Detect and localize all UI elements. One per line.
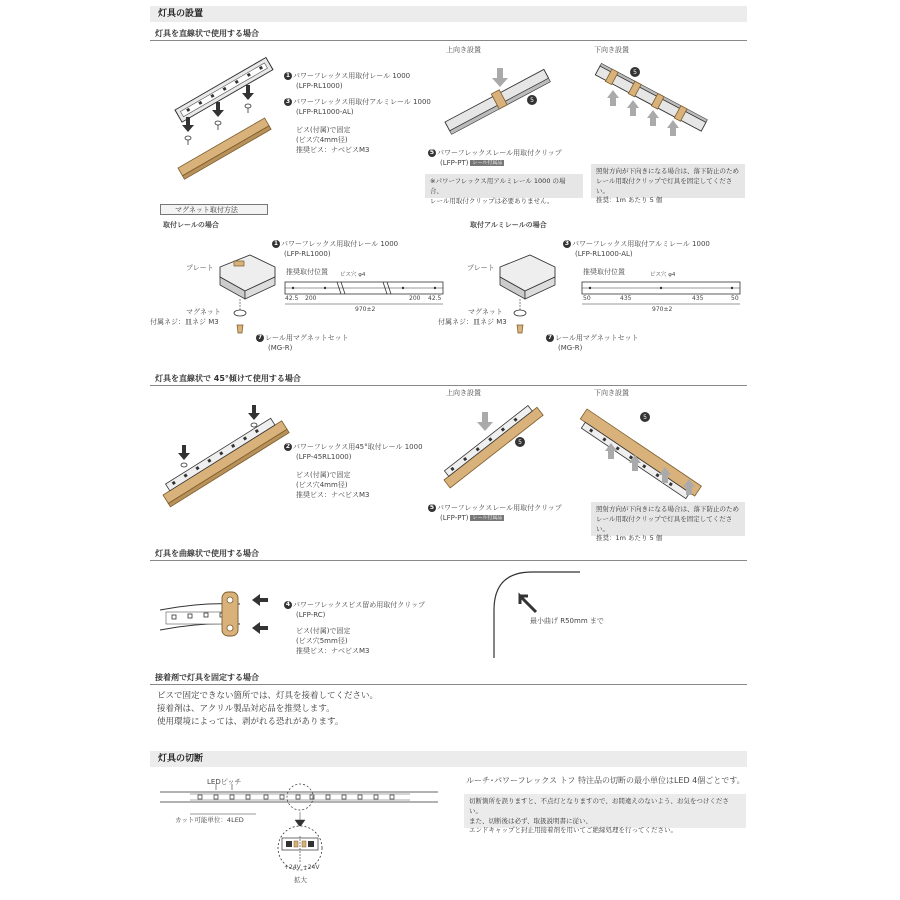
magnet-left-item-label: パワーフレックス用取付レール 1000 — [281, 240, 399, 248]
led-pitch-label: LEDピッチ — [207, 778, 242, 786]
item4-code: (LFP-RC) — [296, 611, 326, 619]
magnet-set-left-name — [256, 334, 349, 343]
sec2-screw-1: ビス(付属)で固定 — [296, 471, 351, 479]
rail-accessory-tag: レール付属品 — [472, 514, 503, 521]
item4-label: パワーフレックスビス留め用取付クリップ — [293, 601, 425, 609]
section4-title: 接着剤で灯具を固定する場合 — [155, 673, 259, 682]
sec2-screw-3: 推奨ビス：ナベビスM3 — [296, 491, 370, 499]
magnet-label-right: マグネット — [468, 308, 503, 316]
item1-code: (LFP-RL1000) — [296, 82, 343, 90]
right-dim-4: 50 — [731, 295, 739, 302]
section-header-install: 灯具の設置 — [150, 6, 747, 22]
sec3-screw-3: 推奨ビス：ナベビスM3 — [296, 647, 370, 655]
item3-code: (LFP-RL1000-AL) — [296, 108, 354, 116]
right-dim-3: 435 — [692, 295, 704, 302]
sec2-down-note-line3: 推奨：1m あたり 5 個 — [596, 534, 663, 543]
cut-warning-line3: エンドキャップと封止用接着剤を用いてご絶縁処理を行ってください。 — [469, 826, 677, 835]
alu-rail-note — [425, 174, 583, 205]
section-header-cut: 灯具の切断 — [150, 751, 747, 767]
right-dim-1: 50 — [583, 295, 591, 302]
item2-label: パワーフレックス用45°取付レール 1000 — [293, 443, 423, 451]
straight-rail-illustration — [170, 50, 280, 180]
up-install-illustration — [440, 60, 550, 140]
rail-accessory-tag: レール付属品 — [472, 159, 503, 166]
pos-title-right: 推奨取付位置 — [583, 268, 625, 276]
cut-unit-label: カット可能単位：4LED — [175, 816, 244, 824]
svg-text:5: 5 — [518, 439, 522, 446]
left-dim-2: 200 — [305, 295, 317, 302]
down-note-line3: 推奨：1m あたり 5 個 — [596, 196, 663, 205]
magnet-left-title: 取付レールの場合 — [163, 221, 219, 229]
svg-text:5: 5 — [643, 414, 647, 421]
down-install-illustration — [595, 58, 710, 148]
adhesive-line-3: 使用環境によっては、剥がれる恐れがあります。 — [157, 717, 344, 728]
section2-title: 灯具を直線状で 45°傾けて使用する場合 — [155, 374, 301, 383]
item5-code-text: (LFP-PT) — [440, 159, 469, 167]
right-total: 970±2 — [652, 306, 673, 313]
number-badge: 7 — [547, 334, 553, 341]
magnet-left-item-name — [272, 240, 398, 249]
magnet-set-right-label: レール用マグネットセット — [555, 334, 639, 342]
screw-label-left: 付属ネジ：皿ネジ M3 — [150, 318, 219, 326]
item4-name — [284, 601, 425, 610]
number-badge: 5 — [429, 504, 435, 511]
screw-note-3: 推奨ビス：ナベビスM3 — [296, 146, 370, 154]
item1-label: パワーフレックス用取付レール 1000 — [293, 72, 411, 80]
svg-text:5: 5 — [633, 69, 637, 76]
cut-warning-box — [464, 794, 746, 835]
adhesive-line-1: ビスで固定できない箇所では、灯具を接着してください。 — [157, 691, 379, 701]
sec2-screw-2: (ビス穴4mm径) — [296, 481, 348, 489]
magnet-left-illustration — [220, 255, 280, 335]
section3-divider — [150, 560, 747, 561]
left-total: 970±2 — [355, 306, 376, 313]
pos-title-left: 推奨取付位置 — [286, 268, 328, 276]
left-dim-1: 42.5 — [285, 295, 299, 302]
45deg-rail-illustration — [158, 400, 288, 510]
enlarge-label: 拡大 — [294, 876, 307, 884]
cut-warning-line2: また、切断後は必ず、取扱説明書に従い、 — [469, 816, 592, 825]
sec3-screw-1: ビス(付属)で固定 — [296, 627, 351, 635]
item1-name — [284, 72, 410, 81]
magnet-right-item-label: パワーフレックス用取付アルミレール 1000 — [572, 240, 710, 248]
magnet-method-box: マグネット取付方法 — [160, 204, 268, 215]
sec2-item5-name — [428, 504, 562, 513]
sec2-up-title: 上向き設置 — [446, 389, 481, 397]
number-badge: 4 — [285, 601, 291, 608]
down-install-note — [591, 164, 745, 205]
screw-label-right: 付属ネジ：皿ネジ M3 — [438, 318, 507, 326]
magnet-right-title: 取付アルミレールの場合 — [470, 221, 547, 229]
min-bend-label: 最小曲げ R50mm まで — [530, 617, 604, 625]
curve-clip-illustration — [160, 580, 270, 640]
up-item5-code — [440, 159, 504, 168]
magnet-set-left-label: レール用マグネットセット — [265, 334, 349, 342]
cut-main-note: ルーチ･パワーフレックス トフ 特注品の切断の最小単位はLED 4個ごとです。 — [466, 776, 745, 785]
magnet-left-item-code: (LFP-RL1000) — [284, 250, 331, 258]
magnet-set-right-code: (MG-R) — [558, 344, 583, 352]
number-badge: 3 — [285, 98, 291, 105]
magnet-right-item-code: (LFP-RL1000-AL) — [575, 250, 633, 258]
number-badge: 2 — [285, 443, 291, 450]
sec2-down-note — [591, 502, 745, 543]
up-install-title: 上向き設置 — [446, 46, 481, 54]
item2-code: (LFP-45RL1000) — [296, 453, 352, 461]
item3-name — [284, 98, 431, 107]
alu-note-line1: ※パワーフレックス用アルミレール 1000 の場合、 — [430, 177, 566, 195]
plate-label-left: プレート — [186, 264, 214, 272]
plate-label-right: プレート — [467, 264, 495, 272]
sec2-down-note-line1: 照射方向が下向きになる場合は、落下防止のため — [596, 505, 739, 513]
section1-divider — [150, 40, 747, 41]
plus-24v-label: +24V +24V — [284, 864, 320, 871]
sec2-item5-code — [440, 514, 504, 523]
item2-name — [284, 443, 423, 452]
item3-label: パワーフレックス用取付アルミレール 1000 — [293, 98, 431, 106]
number-badge: 1 — [273, 240, 279, 247]
min-bend-illustration — [492, 570, 582, 660]
svg-text:5: 5 — [530, 97, 534, 104]
cut-warning-line1: 切断箇所を誤りますと、不点灯となりますので、お間違えのないよう、お気をつけください。 — [469, 797, 729, 815]
left-dim-4: 42.5 — [428, 295, 442, 302]
down-install-title: 下向き設置 — [594, 46, 629, 54]
number-badge: 5 — [429, 149, 435, 156]
section1-title: 灯具を直線状で使用する場合 — [155, 29, 259, 38]
45deg-down-illustration — [583, 403, 708, 503]
number-badge: 1 — [285, 72, 291, 79]
section2-divider — [150, 385, 747, 386]
sec3-screw-2: (ビス穴5mm径) — [296, 637, 348, 645]
sec2-item5-label: パワーフレックスレール用取付クリップ — [437, 504, 562, 512]
number-badge: 7 — [257, 334, 263, 341]
adhesive-notes — [157, 690, 378, 730]
section3-title: 灯具を曲線状で使用する場合 — [155, 549, 259, 558]
alu-note-line2: レール用取付クリップは必要ありません。 — [430, 196, 554, 205]
magnet-right-illustration — [500, 255, 560, 335]
magnet-set-right-name — [546, 334, 639, 343]
number-badge: 3 — [564, 240, 570, 247]
down-note-line2: レール用取付クリップで灯具を固定してください。 — [596, 176, 733, 195]
hole-label-right: ビス穴 φ4 — [650, 272, 676, 278]
hole-label-left: ビス穴 φ4 — [340, 272, 366, 278]
magnet-set-left-code: (MG-R) — [268, 344, 293, 352]
45deg-up-illustration — [440, 400, 540, 490]
down-note-line1: 照射方向が下向きになる場合は、落下防止のため — [596, 167, 739, 175]
magnet-label-left: マグネット — [186, 308, 221, 316]
sec2-item5-code-text: (LFP-PT) — [440, 514, 469, 522]
left-dim-3: 200 — [409, 295, 421, 302]
adhesive-line-2: 接着剤は、アクリル製品対応品を推奨します。 — [157, 704, 335, 715]
up-item5-name — [428, 149, 562, 158]
magnet-right-item-name — [563, 240, 710, 249]
right-dim-2: 435 — [620, 295, 632, 302]
item5-label: パワーフレックスレール用取付クリップ — [437, 149, 562, 157]
screw-note-2: (ビス穴4mm径) — [296, 136, 348, 144]
sec2-down-title: 下向き設置 — [594, 389, 629, 397]
screw-note-1: ビス(付属)で固定 — [296, 126, 351, 134]
sec2-down-note-line2: レール用取付クリップで灯具を固定してください。 — [596, 514, 733, 533]
section4-divider — [150, 684, 747, 685]
